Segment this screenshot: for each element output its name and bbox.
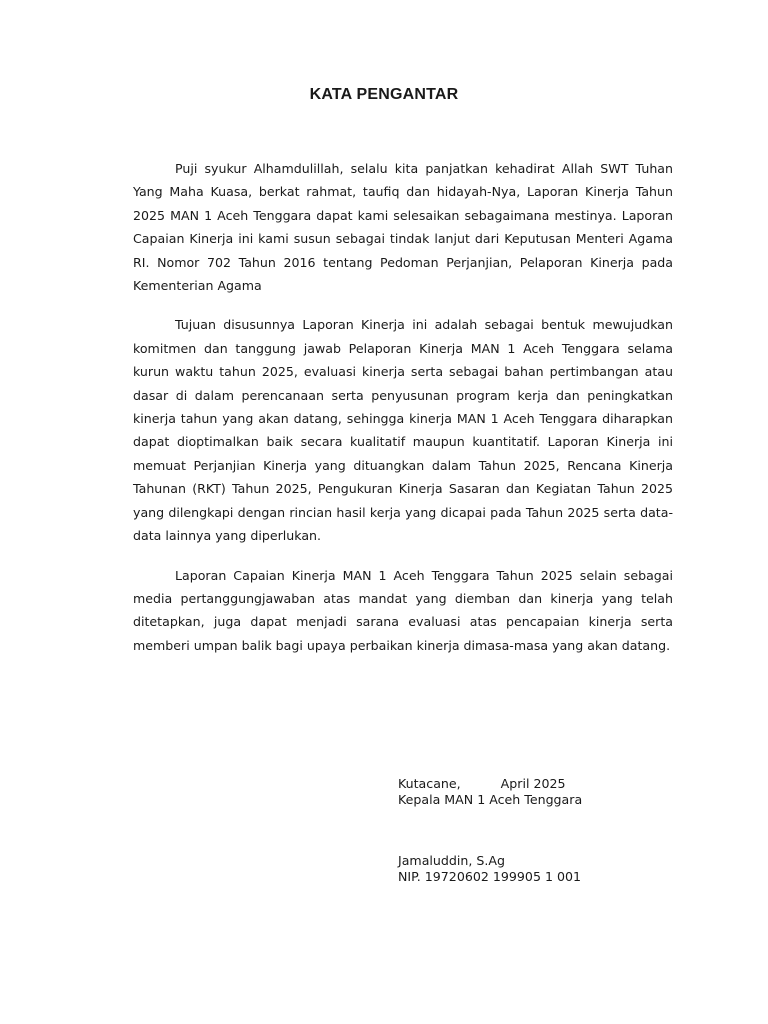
signature-space xyxy=(398,808,582,853)
signer-name: Jamaluddin, S.Ag xyxy=(398,853,505,868)
place-date: Kutacane, April 2025 xyxy=(398,776,566,791)
paragraph-function: Laporan Capaian Kinerja MAN 1 Aceh Tenggara Tahun 2025 selain sebagai media pertanggungjawaban atas mandat yang diemban dan kinerja yang telah ditetapkan, juga dapat menjadi sarana evaluasi atas pencapaian kinerja serta memberi umpan balik bagi upaya perbaikan kinerja dimasa-masa yang akan datang. xyxy=(133,567,673,653)
document-body xyxy=(133,157,673,673)
paragraph-intro: Puji syukur Alhamdulillah, selalu kita panjatkan kehadirat Allah SWT Tuhan Yang Maha Kuasa, berkat rahmat, taufiq dan hidayah-Nya, Laporan Kinerja Tahun 2025 MAN 1 Aceh Tenggara dapat kami selesaikan sebagaimana mestinya. Laporan Capaian Kinerja ini kami susun sebagai tindak lanjut dari Keputusan Menteri Agama RI. Nomor 702 Tahun 2016 tentang Pedoman Perjanjian, Pelaporan Kinerja pada Kementerian Agama xyxy=(133,161,673,294)
signature-block xyxy=(398,776,582,885)
paragraph-purpose: Tujuan disusunnya Laporan Kinerja ini adalah sebagai bentuk mewujudkan komitmen dan tanggung jawab Pelaporan Kinerja MAN 1 Aceh Tenggara selama kurun waktu tahun 2025, evaluasi kinerja serta sebagai bahan pertimbangan atau dasar di dalam perencanaan serta penyusunan program kerja dan peningkatkan kinerja tahun yang akan datang, sehingga kinerja MAN 1 Aceh Tenggara diharapkan dapat dioptimalkan baik secara kualitatif maupun kuantitatif. Laporan Kinerja ini memuat Perjanjian Kinerja yang dituangkan dalam Tahun 2025, Rencana Kinerja Tahunan (RKT) Tahun 2025, Pengukuran Kinerja Sasaran dan Kegiatan Tahun 2025 yang dilengkapi dengan rincian hasil kerja yang dicapai pada Tahun 2025 serta data-data lainnya yang diperlukan. xyxy=(133,317,673,544)
signer-nip: NIP. 19720602 199905 1 001 xyxy=(398,869,582,884)
document-title: KATA PENGANTAR xyxy=(309,86,459,103)
signer-position: Kepala MAN 1 Aceh Tenggara xyxy=(398,792,583,807)
